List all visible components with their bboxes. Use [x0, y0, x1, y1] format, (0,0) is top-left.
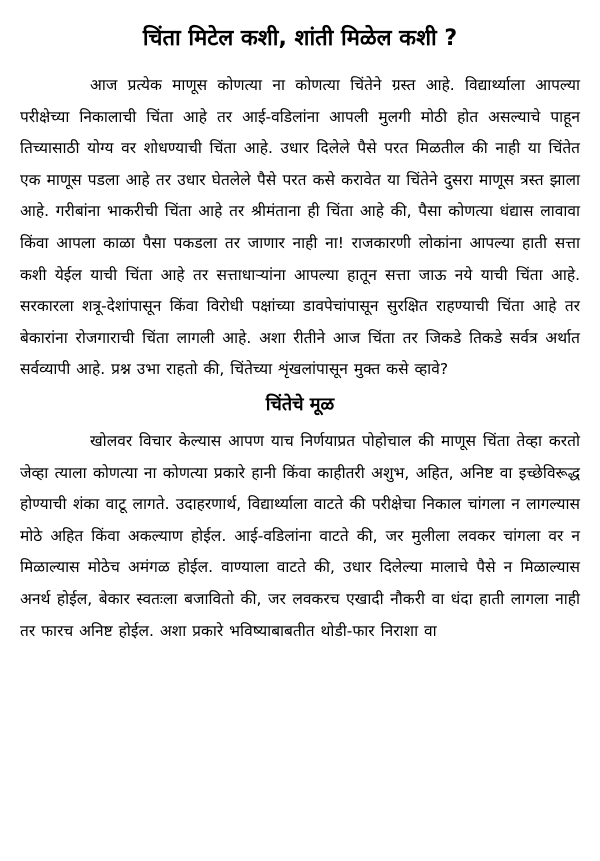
paragraph-2: खोलवर विचार केल्यास आपण याच निर्णयाप्रत पोहोचाल की माणूस चिंता तेव्हा करतो जेव्हा त्याला कोणत्या ना कोणत्या प्रकारे हानी किंवा काहीतरी अशुभ, अहित, अनिष्ट वा इच्छेविरूद्ध होण्याची शंका वाटू लागते. उदाहरणार्थ, विद्यार्थ्याला वाटते की परीक्षेचा निकाल चांगला न लागल्यास मोठे अहित किंवा अकल्याण होईल. आई-वडिलांना वाटते की, जर मुलीला लवकर चांगला वर न मिळाल्यास मोठेच अमंगळ होईल. वाण्याला वाटते की, उधार दिलेल्या मालाचे पैसे न मिळाल्यास अनर्थ होईल, बेकार स्वतःला बजावितो की, जर लवकरच एखादी नौकरी वा धंदा हाती लागला नाही तर फारच अनिष्ट होईल. अशा प्रकारे भविष्याबाबतीत थोडी-फार निराशा वा: [20, 431, 580, 640]
paragraph-1: आज प्रत्येक माणूस कोणत्या ना कोणत्या चिंतेने ग्रस्त आहे. विद्यार्थ्याला आपल्या परीक्षेच्या निकालाची चिंता आहे तर आई-वडिलांना आपली मुलगी मोठी होत असल्याचे पाहून तिच्यासाठी योग्य वर शोधण्याची चिंता आहे. उधार दिलेले पैसे परत मिळतील की नाही या चिंतेत एक माणूस पडला आहे तर उधार घेतलेले पैसे परत कसे करावेत या चिंतेने दुसरा माणूस त्रस्त झाला आहे. गरीबांना भाकरीची चिंता आहे तर श्रीमंताना ही चिंता आहे की, पैसा कोणत्या धंद्यास लावावा किंवा आपला काळा पैसा पकडला तर जाणार नाही ना! राजकारणी लोकांना आपल्या हाती सत्ता कशी येईल याची चिंता आहे तर सत्ताधाऱ्यांना आपल्या हातून सत्ता जाऊ नये याची चिंता आहे. सरकारला शत्रू-देशांपासून किंवा विरोधी पक्षांच्या डावपेचांपासून सुरक्षित राहण्याची चिंता आहे तर बेकारांना रोजगाराची चिंता लागली आहे. अशा रीतीने आज चिंता तर जिकडे तिकडे सर्वत्र अर्थात सर्वव्यापी आहे. प्रश्न उभा राहतो की, चिंतेच्या शृंखलांपासून मुक्त कसे व्हावे?: [20, 76, 580, 379]
page-title: चिंता मिटेल कशी, शांती मिळेल कशी ?: [142, 26, 458, 51]
section-heading: चिंतेचे मूळ: [265, 393, 335, 415]
